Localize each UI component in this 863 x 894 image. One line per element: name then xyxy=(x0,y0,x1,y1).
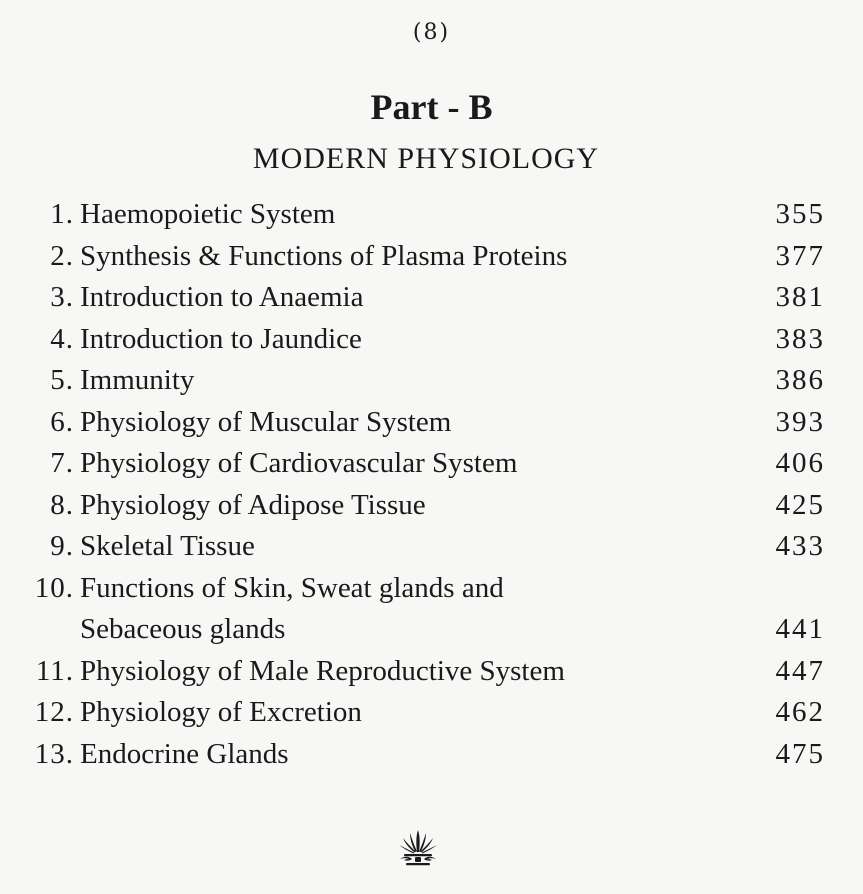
toc-entry xyxy=(0,572,863,655)
entry-title: Physiology of Excretion xyxy=(80,696,362,728)
entry-title: Endocrine Glands xyxy=(80,737,289,770)
toc-entry xyxy=(0,447,863,489)
table-of-contents xyxy=(0,198,863,779)
entry-number: 13. xyxy=(34,737,74,770)
entry-page: 425 xyxy=(775,488,825,521)
palmette-ornament-icon xyxy=(396,826,440,870)
entry-page: 462 xyxy=(775,696,825,728)
entry-number: 6. xyxy=(50,405,74,438)
entry-page: 377 xyxy=(775,239,825,272)
entry-title: Physiology of Adipose Tissue xyxy=(80,488,426,521)
toc-entry xyxy=(0,655,863,697)
entry-number: 10. xyxy=(34,571,74,604)
entry-title-continued: Sebaceous glands xyxy=(80,613,286,645)
entry-page: 355 xyxy=(775,198,825,230)
entry-number: 12. xyxy=(34,696,74,728)
entry-title: Synthesis & Functions of Plasma Proteins xyxy=(80,239,568,272)
toc-entry xyxy=(0,489,863,531)
entry-page: 475 xyxy=(775,737,825,770)
toc-entry xyxy=(0,364,863,406)
entry-page: 383 xyxy=(775,322,825,355)
entry-number: 11. xyxy=(35,654,74,687)
entry-page: 447 xyxy=(775,654,825,687)
toc-entry xyxy=(0,530,863,572)
entry-page: 433 xyxy=(775,530,825,562)
entry-title: Introduction to Jaundice xyxy=(80,322,362,355)
toc-entry xyxy=(0,198,863,240)
entry-number: 4. xyxy=(50,322,74,355)
toc-entry xyxy=(0,323,863,365)
entry-number: 8. xyxy=(50,488,74,521)
entry-page: 406 xyxy=(775,447,825,479)
entry-title: Physiology of Male Reproductive System xyxy=(80,654,565,687)
toc-entry xyxy=(0,240,863,282)
entry-title: Immunity xyxy=(80,364,195,396)
entry-title: Functions of Skin, Sweat glands and xyxy=(80,571,504,604)
entry-number: 9. xyxy=(50,530,74,562)
part-title: Part - B xyxy=(370,87,493,127)
entry-title: Introduction to Anaemia xyxy=(80,281,364,313)
section-title: MODERN PHYSIOLOGY xyxy=(252,142,600,175)
entry-number: 3. xyxy=(50,281,74,313)
entry-number: 1. xyxy=(50,198,74,230)
entry-title: Physiology of Muscular System xyxy=(80,405,452,438)
entry-page: 441 xyxy=(775,613,825,645)
entry-title: Haemopoietic System xyxy=(80,198,336,230)
toc-entry xyxy=(0,406,863,448)
toc-entry xyxy=(0,738,863,780)
entry-number: 7. xyxy=(50,447,74,479)
entry-title: Physiology of Cardiovascular System xyxy=(80,447,518,479)
entry-number: 2. xyxy=(50,239,74,272)
toc-entry xyxy=(0,281,863,323)
entry-number: 5. xyxy=(50,364,74,396)
entry-title: Skeletal Tissue xyxy=(80,530,255,562)
toc-entry xyxy=(0,696,863,738)
entry-page: 386 xyxy=(775,364,825,396)
entry-page: 393 xyxy=(775,405,825,438)
entry-page: 381 xyxy=(775,281,825,313)
page-number: (8) xyxy=(412,20,451,45)
